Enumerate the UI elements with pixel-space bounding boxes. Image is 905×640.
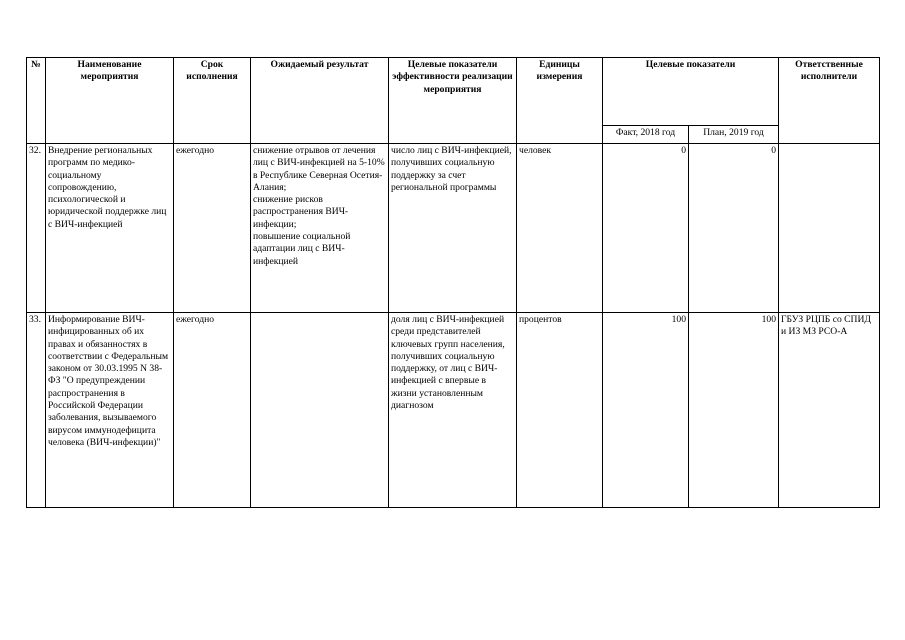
header-term: Срок исполнения xyxy=(174,58,251,144)
row-responsible: ГБУЗ РЦПБ со СПИД и ИЗ МЗ РСО-А xyxy=(779,313,880,508)
header-expected: Ожидаемый результат xyxy=(251,58,389,144)
row-no: 32. xyxy=(27,144,46,313)
header-targets: Целевые показатели xyxy=(603,58,779,126)
header-name: Наименование мероприятия xyxy=(46,58,174,144)
row-indicator: доля лиц с ВИЧ-инфекцией среди представителей ключевых групп населения, получивших социальную поддержку, от лиц с ВИЧ-инфекцией с впервые в жизни установленным диагнозом xyxy=(389,313,517,508)
row-fact: 100 xyxy=(603,313,689,508)
row-indicator: число лиц с ВИЧ-инфекцией, получивших социальную поддержку за счет региональной программы xyxy=(389,144,517,313)
header-no: № xyxy=(27,58,46,144)
row-term: ежегодно xyxy=(174,144,251,313)
row-expected xyxy=(251,313,389,508)
row-expected: снижение отрывов от лечения лиц с ВИЧ-инфекцией на 5-10% в Республике Северная Осетия-Алания; снижение рисков распространения ВИЧ-инфекции; повышение социальной адаптации лиц с ВИЧ-инфекцией xyxy=(251,144,389,313)
row-no: 33. xyxy=(27,313,46,508)
header-row xyxy=(27,58,880,126)
row-fact: 0 xyxy=(603,144,689,313)
table-row xyxy=(27,313,880,508)
row-term: ежегодно xyxy=(174,313,251,508)
row-responsible xyxy=(779,144,880,313)
row-name: Информирование ВИЧ-инфицированных об их правах и обязанностях в соответствии с Федеральным законом от 30.03.1995 N 38-ФЗ "О предупреждении распространения в Российской Федерации заболевания, вызываемого вирусом иммунодефицита человека (ВИЧ-инфекции)" xyxy=(46,313,174,508)
header-responsible: Ответственные исполнители xyxy=(779,58,880,144)
measures-table xyxy=(26,57,880,508)
header-indicators: Целевые показатели эффективности реализации мероприятия xyxy=(389,58,517,144)
row-plan: 100 xyxy=(689,313,779,508)
row-plan: 0 xyxy=(689,144,779,313)
header-plan: План, 2019 год xyxy=(689,126,779,144)
table-row xyxy=(27,144,880,313)
header-units: Единицы измерения xyxy=(517,58,603,144)
row-unit: процентов xyxy=(517,313,603,508)
row-unit: человек xyxy=(517,144,603,313)
row-name: Внедрение региональных программ по медико-социальному сопровождению, психологической и юридической поддержке лиц с ВИЧ-инфекцией xyxy=(46,144,174,313)
header-fact: Факт, 2018 год xyxy=(603,126,689,144)
